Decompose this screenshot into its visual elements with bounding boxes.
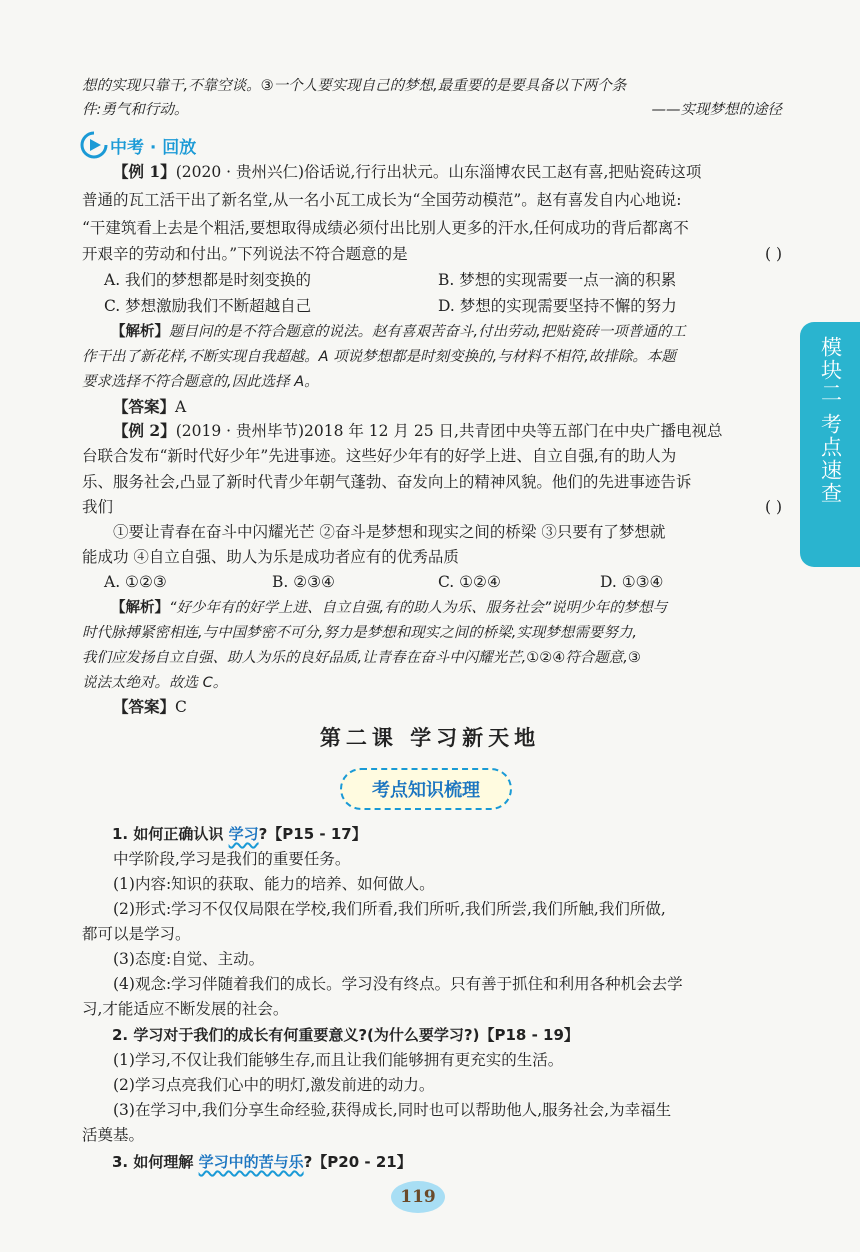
ex1-option-b: B. 梦想的实现需要一点一滴的积累 (438, 271, 677, 289)
ex2-analysis-4: 说法太绝对。故选 C。 (82, 675, 228, 691)
q2-line-1: (1)学习,不仅让我们能够生存,而且让我们能够拥有更充实的生活。 (113, 1051, 564, 1069)
ex2-analysis-3: 我们应发扬自立自强、助人为乐的良好品质,让青春在奋斗中闪耀光芒,①②④符合题意,③ (82, 650, 641, 666)
ex2-line-1: 【例 2】(2019 · 贵州毕节)2018 年 12 月 25 日,共青团中央等五部门在中央广播电视总 (113, 421, 723, 440)
knowledge-badge-text: 考点知识梳理 (372, 780, 480, 801)
side-tab-module (817, 336, 844, 405)
q1-line-5: (3)态度:自觉、主动。 (113, 950, 265, 968)
play-icon (80, 131, 108, 159)
q2-title: 2. 学习对于我们的成长有何重要意义?(为什么要学习?)【P18 - 19】 (112, 1026, 579, 1044)
side-tab-module-text: 模块二 (818, 336, 843, 405)
q2-line-3: (3)在学习中,我们分享生命经验,获得成长,同时也可以帮助他人,服务社会,为幸福生 (113, 1101, 672, 1119)
ex2-answer: 【答案】C (113, 697, 187, 716)
ex1-option-a: A. 我们的梦想都是时刻变换的 (104, 271, 312, 289)
ex1-line-3: “干建筑看上去是个粗活,要想取得成绩必须付出比别人更多的汗水,任何成功的背后都离不 (82, 219, 689, 237)
review-heading-text: 中考 · 回放 (110, 137, 197, 158)
side-tab-title (817, 413, 844, 505)
ex1-analysis-3: 要求选择不符合题意的,因此选择 A。 (82, 374, 319, 390)
ex2-statements-1: ①要让青春在奋斗中闪耀光芒 ②奋斗是梦想和现实之间的桥梁 ③只要有了梦想就 (113, 523, 666, 541)
q2-line-2: (2)学习点亮我们心中的明灯,激发前进的动力。 (113, 1076, 435, 1094)
ex1-answer-blank: ( ) (764, 245, 782, 263)
ex2-option-a: A. ①②③ (104, 573, 167, 591)
q1-line-2: (1)内容:知识的获取、能力的培养、如何做人。 (113, 875, 435, 893)
ex1-line-2: 普通的瓦工活干出了新名堂,从一名小瓦工成长为“全国劳动模范”。赵有喜发自内心地说: (82, 191, 682, 209)
intro-line-1: 想的实现只靠干,不靠空谈。③一个人要实现自己的梦想,最重要的是要具备以下两个条 (82, 78, 627, 94)
knowledge-badge (340, 768, 512, 810)
page-number: 119 (391, 1181, 445, 1213)
ex1-analysis-1: 【解析】题目问的是不符合题意的说法。赵有喜艰苦奋斗,付出劳动,把贴瓷砖一项普通的工 (111, 323, 686, 340)
side-tab-title-text: 考点速查 (818, 413, 843, 505)
q1-line-4: 都可以是学习。 (82, 925, 191, 943)
ex2-statements-2: 能成功 ④自立自强、助人为乐是成功者应有的优秀品质 (82, 548, 459, 566)
q1-title: 1. 如何正确认识 学习?【P15 - 17】 (112, 825, 367, 843)
q1-line-6: (4)观念:学习伴随着我们的成长。学习没有终点。只有善于抓住和利用各种机会去学 (113, 975, 683, 993)
q1-line-3: (2)形式:学习不仅仅局限在学校,我们所看,我们所听,我们所尝,我们所触,我们所做, (113, 900, 666, 918)
module-side-tab (800, 322, 860, 567)
q3-keyword: 学习中的苦与乐 (198, 1153, 304, 1171)
ex2-answer-blank: ( ) (764, 498, 782, 516)
ex2-line-3: 乐、服务社会,凸显了新时代青少年朝气蓬勃、奋发向上的精神风貌。他们的先进事迹告诉 (82, 473, 692, 491)
intro-source: ——实现梦想的途径 (651, 102, 782, 118)
ex2-line-4: 我们 ( ) (82, 495, 782, 519)
ex1-option-d: D. 梦想的实现需要坚持不懈的努力 (438, 297, 677, 315)
q2-line-4: 活奠基。 (82, 1126, 145, 1144)
q3-title: 3. 如何理解 学习中的苦与乐?【P20 - 21】 (112, 1153, 412, 1171)
ex2-option-d: D. ①③④ (600, 573, 664, 591)
ex1-analysis-2: 作干出了新花样,不断实现自我超越。A 项说梦想都是时刻变换的,与材料不相符,故排除。本题 (82, 349, 676, 365)
intro-line-2: 件:勇气和行动。 (82, 102, 189, 118)
ex1-tag: 【例 1】 (113, 162, 176, 181)
ex2-line-2: 台联合发布“新时代好少年”先进事迹。这些好少年有的好学上进、自立自强,有的助人为 (82, 447, 677, 465)
ex2-option-b: B. ②③④ (272, 573, 335, 591)
q1-keyword: 学习 (228, 825, 259, 843)
ex1-line-4: 开艰辛的劳动和付出。”下列说法不符合题意的是 ( ) (82, 242, 782, 266)
ex2-tag: 【例 2】 (113, 421, 176, 440)
ex1-answer: 【答案】A (113, 397, 187, 416)
ex2-analysis-2: 时代脉搏紧密相连,与中国梦密不可分,努力是梦想和现实之间的桥梁,实现梦想需要努力, (82, 625, 637, 641)
review-heading (80, 131, 196, 159)
ex2-option-c: C. ①②④ (438, 573, 501, 591)
lesson-title: 第二课 学习新天地 (319, 725, 541, 750)
ex1-option-c: C. 梦想激励我们不断超越自己 (104, 297, 312, 315)
q1-line-7: 习,才能适应不断发展的社会。 (82, 1000, 289, 1018)
ex2-analysis-1: 【解析】“好少年有的好学上进、自立自强,有的助人为乐、服务社会”说明少年的梦想与 (111, 599, 668, 616)
ex1-line-1: 【例 1】(2020 · 贵州兴仁)俗话说,行行出状元。山东淄博农民工赵有喜,把贴瓷砖这项 (113, 162, 702, 181)
q1-line-1: 中学阶段,学习是我们的重要任务。 (113, 850, 351, 868)
